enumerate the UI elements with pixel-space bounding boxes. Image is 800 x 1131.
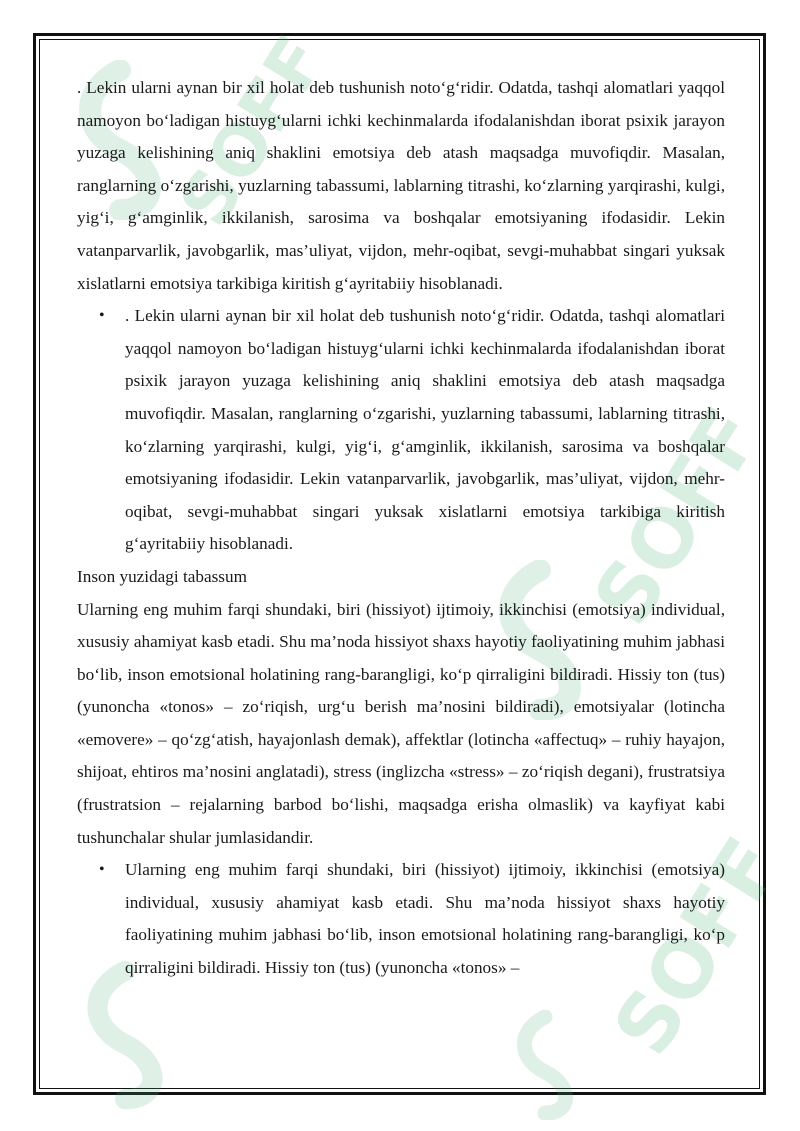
document-body xyxy=(77,72,725,985)
paragraph: . Lekin ularni aynan bir xil holat deb tushunish noto‘g‘ridir. Odatda, tashqi alomatlari yaqqol namoyon bo‘ladigan histuyg‘ularni ichki kechinmalarda ifodalanishdan iborat psixik jarayon yuzaga kelishining aniq shaklini emotsiya deb atash maqsadga muvofiqdir. Masalan, ranglarning o‘zgarishi, yuzlarning tabassumi, lablarning titrashi, ko‘zlarning yarqirashi, kulgi, yig‘i, g‘amginlik, ikkilanish, sarosima va boshqalar emotsiyaning ifodasidir. Lekin vatanparvarlik, javobgarlik, mas’uliyat, vijdon, mehr-oqibat, sevgi-muhabbat singari yuksak xislatlarni emotsiya tarkibiga kiritish g‘ayritabiiy hisoblanadi. xyxy=(77,78,725,293)
paragraph: Ularning eng muhim farqi shundaki, biri (hissiyot) ijtimoiy, ikkinchisi (emotsiya) individual, xususiy ahamiyat kasb etadi. Shu ma’noda hissiyot shaxs hayotiy faoliyatining muhim jabhasi bo‘lib, inson emotsional holatining rang-barangligi, ko‘p qirraligini bildiradi. Hissiy ton (tus) (yunoncha «tonos» – zo‘riqish, urg‘u berish ma’nosini bildiradi), emotsiyalar (lotincha «emovere» – qo‘zg‘atish, hayajonlash demak), affektlar (lotincha «affectuq» – ruhiy hayajon, shijoat, ehtiros ma’nosini anglatadi), stress (inglizcha «stress» – zo‘riqish degani), frustratsiya (frustratsion – rejalarning barbod bo‘lishi, maqsadga erisha olmaslik) va kayfiyat kabi tushunchalar shular jumlasidandir. xyxy=(77,599,725,847)
bullet-list-item xyxy=(77,300,725,561)
bullet-text: Ularning eng muhim farqi shundaki, biri (hissiyot) ijtimoiy, ikkinchisi (emotsiya) individual, xususiy ahamiyat kasb etadi. Shu ma’noda hissiyot shaxs hayotiy faoliyatining muhim jabhasi bo‘lib, inson emotsional holatining rang-barangligi, ko‘p qirraligini bildiradi. Hissiy ton (tus) (yunoncha «tonos» – xyxy=(125,860,725,978)
bullet-icon: • xyxy=(99,307,105,325)
watermark-text: SOFF xyxy=(595,822,800,1071)
watermark-text: SOFF xyxy=(575,392,780,641)
bullet-text: . Lekin ularni aynan bir xil holat deb tushunish noto‘g‘ridir. Odatda, tashqi alomatlari yaqqol namoyon bo‘ladigan histuyg‘ularni ichki kechinmalarda ifodalanishdan iborat psixik jarayon yuzaga kelishining aniq shaklini emotsiya deb atash maqsadga muvofiqdir. Masalan, ranglarning o‘zgarishi, yuzlarning tabassumi, lablarning titrashi, ko‘zlarning yarqirashi, kulgi, yig‘i, g‘amginlik, ikkilanish, sarosima va boshqalar emotsiyaning ifodasidir. Lekin vatanparvarlik, javobgarlik, mas’uliyat, vijdon, mehr-oqibat, sevgi-muhabbat singari yuksak xislatlarni emotsiya tarkibiga kiritish g‘ayritabiiy hisoblanadi. xyxy=(125,306,725,554)
caption-text: Inson yuzidagi tabassum xyxy=(77,566,247,586)
watermark-text: SOFF xyxy=(163,22,343,240)
bullet-list-item xyxy=(77,854,725,984)
bullet-icon: • xyxy=(99,861,105,879)
